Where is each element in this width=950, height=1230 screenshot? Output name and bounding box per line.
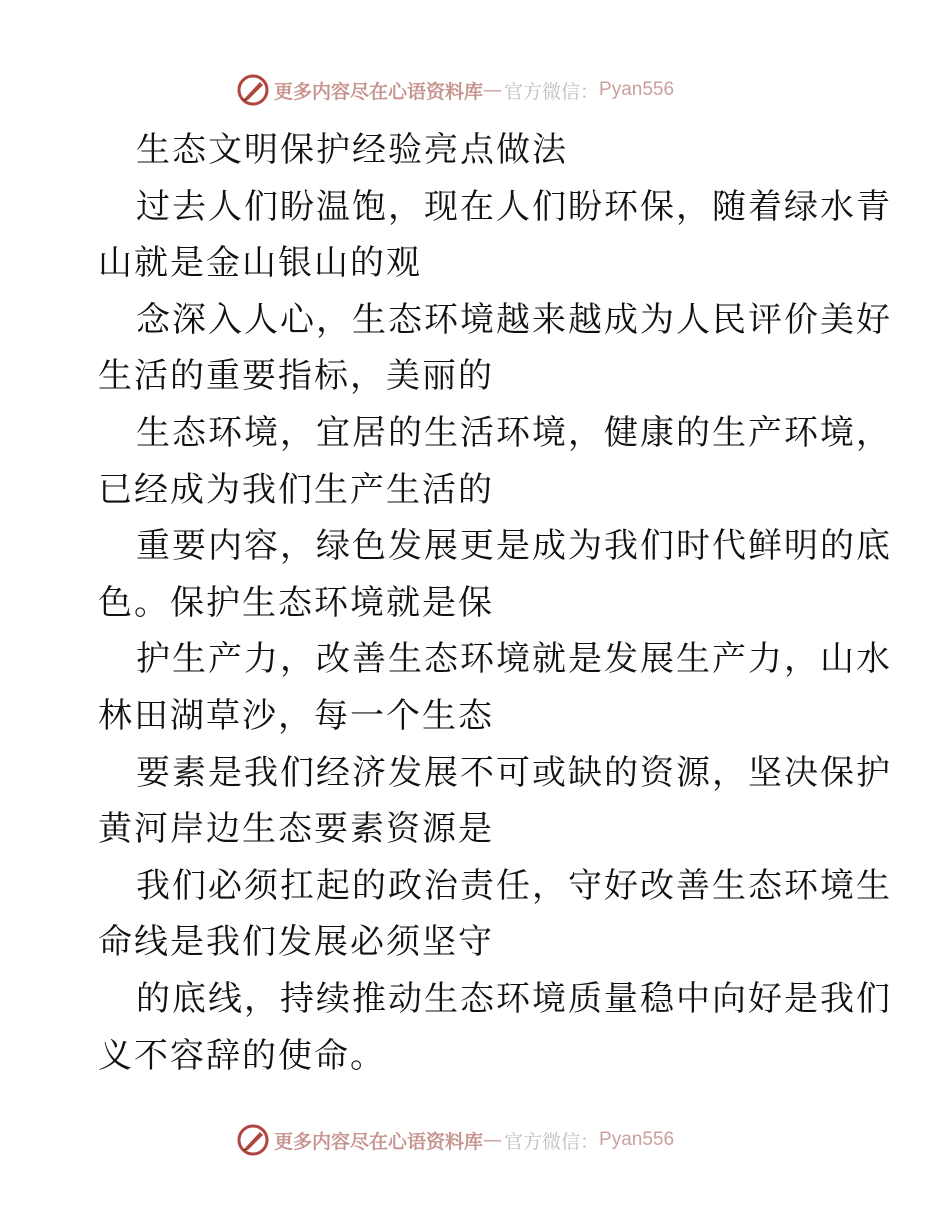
watermark-dash: — xyxy=(483,79,503,101)
watermark-brand-text: 更多内容尽在心语资料库 xyxy=(274,1130,484,1153)
paragraph-line: 念深入人心，生态环境越来越成为人民评价美好 xyxy=(136,299,892,340)
watermark-wechat-id: Pyan556 xyxy=(599,1129,675,1150)
paragraph-line: 黄河岸边生态要素资源是 xyxy=(98,809,494,850)
watermark-brand-text: 更多内容尽在心语资料库 xyxy=(274,80,484,103)
paragraph-line: 林田湖草沙，每一个生态 xyxy=(98,695,494,736)
paragraph-line: 命线是我们发展必须坚守 xyxy=(98,922,494,963)
paragraph-line: 义不容辞的使命。 xyxy=(98,1035,386,1076)
watermark-wechat-label: 官方微信： xyxy=(504,1130,600,1153)
header-watermark xyxy=(236,72,674,108)
quill-pen-logo-icon xyxy=(236,73,270,107)
watermark-wechat-id: Pyan556 xyxy=(599,79,675,100)
paragraph-line: 重要内容，绿色发展更是成为我们时代鲜明的底 xyxy=(136,526,892,567)
watermark-wechat-label: 官方微信： xyxy=(504,80,600,103)
quill-pen-logo-icon xyxy=(236,1123,270,1157)
paragraph-line: 生态环境，宜居的生活环境，健康的生产环境， xyxy=(136,412,892,453)
paragraph-line: 要素是我们经济发展不可或缺的资源，坚决保护 xyxy=(136,752,892,793)
paragraph-line: 护生产力，改善生态环境就是发展生产力，山水 xyxy=(136,639,892,680)
paragraph-line: 我们必须扛起的政治责任，守好改善生态环境生 xyxy=(136,865,892,906)
paragraph-line: 生活的重要指标，美丽的 xyxy=(98,356,494,397)
footer-watermark xyxy=(236,1122,674,1158)
paragraph-line: 山就是金山银山的观 xyxy=(98,243,422,284)
document-title: 生态文明保护经验亮点做法 xyxy=(136,130,568,170)
watermark-dash: — xyxy=(483,1129,503,1151)
paragraph-line: 的底线，持续推动生态环境质量稳中向好是我们 xyxy=(136,978,892,1019)
document-body xyxy=(98,122,892,1084)
paragraph-line: 色。保护生态环境就是保 xyxy=(98,582,494,623)
paragraph-line: 过去人们盼温饱，现在人们盼环保，随着绿水青 xyxy=(136,186,892,227)
paragraph-line: 已经成为我们生产生活的 xyxy=(98,469,494,510)
